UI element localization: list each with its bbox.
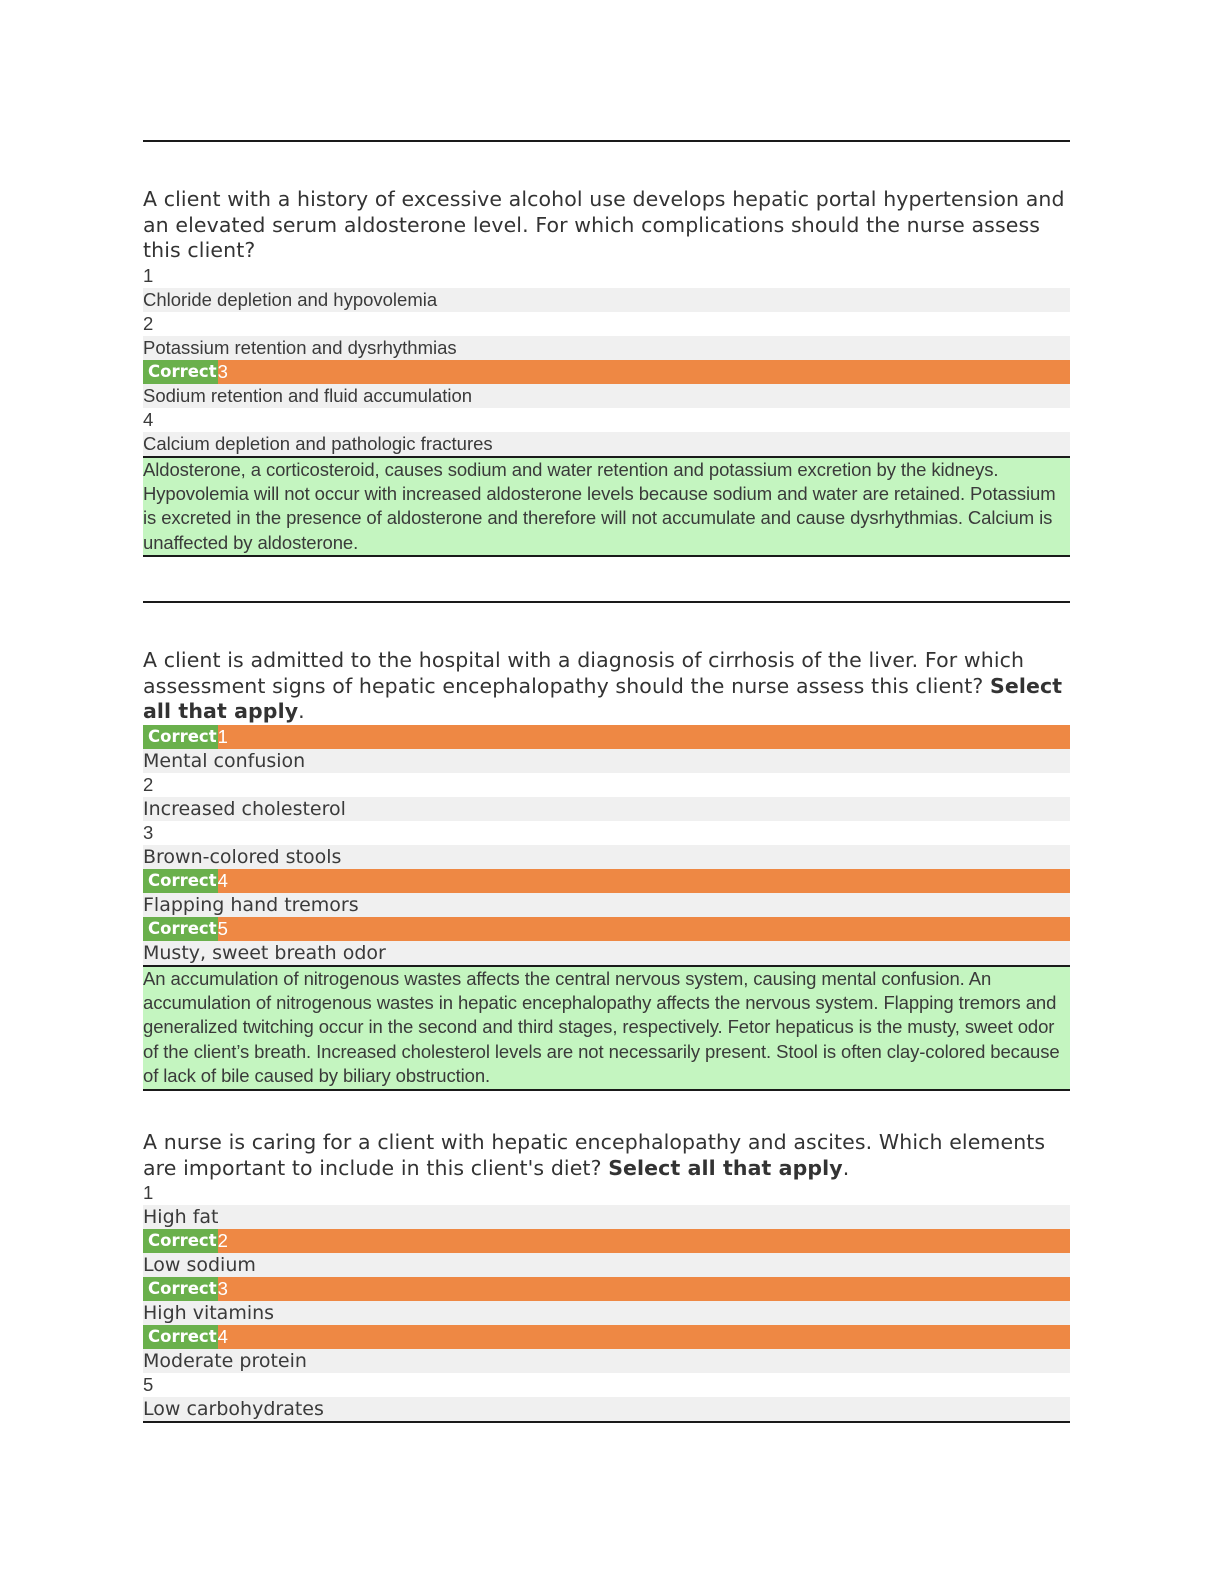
question-text: A client with a history of excessive alcohol use develops hepatic portal hypertension and an elevated serum aldosterone level. For which complications should the nurse assess this client? <box>143 187 1065 262</box>
option-text: Musty, sweet breath odor <box>143 941 1070 965</box>
select-all-emphasis: Select all that apply <box>608 1155 843 1180</box>
option-text: Low carbohydrates <box>143 1397 1070 1421</box>
option-text: Mental confusion <box>143 749 1070 773</box>
correct-option-number: Correct4 <box>143 869 1070 893</box>
question-text: A client is admitted to the hospital with a diagnosis of cirrhosis of the liver. For which assessment signs of hepatic encephalopathy should the nurse assess this client? Select all that apply. <box>143 648 1063 723</box>
option-text: Sodium retention and fluid accumulation <box>143 384 1070 408</box>
option-number: 1 <box>143 264 1070 288</box>
option-number: 1 <box>143 1181 1070 1205</box>
select-all-emphasis: Select all that apply <box>143 673 1063 723</box>
correct-badge: Correct <box>143 725 218 749</box>
correct-badge: Correct <box>143 917 218 941</box>
option-number: 2 <box>143 773 1070 797</box>
correct-option-number: Correct5 <box>143 917 1070 941</box>
correct-option-number: Correct3 <box>143 360 1070 384</box>
correct-option-number: Correct2 <box>143 1229 1070 1253</box>
correct-option-number: Correct1 <box>143 725 1070 749</box>
correct-option-number: Correct4 <box>143 1325 1070 1349</box>
correct-badge: Correct <box>143 1325 218 1349</box>
option-number: 2 <box>143 312 1070 336</box>
option-text: Potassium retention and dysrhythmias <box>143 336 1070 360</box>
option-text: Flapping hand tremors <box>143 893 1070 917</box>
option-number: 4 <box>143 408 1070 432</box>
option-text: Brown-colored stools <box>143 845 1070 869</box>
correct-badge: Correct <box>143 1229 218 1253</box>
question-1 <box>143 187 1070 557</box>
option-text: Low sodium <box>143 1253 1070 1277</box>
options-list <box>143 725 1070 965</box>
option-text: Moderate protein <box>143 1349 1070 1373</box>
option-text: High fat <box>143 1205 1070 1229</box>
section-divider <box>143 140 1070 142</box>
option-text: Calcium depletion and pathologic fractures <box>143 432 1070 456</box>
option-number: 5 <box>143 1373 1070 1397</box>
question-3 <box>143 1130 1070 1423</box>
section-divider <box>143 601 1070 603</box>
option-number: 3 <box>143 821 1070 845</box>
question-2 <box>143 648 1070 1091</box>
option-text: Chloride depletion and hypovolemia <box>143 288 1070 312</box>
option-text: High vitamins <box>143 1301 1070 1325</box>
rationale: Aldosterone, a corticosteroid, causes sodium and water retention and potassium excretion by the kidneys. Hypovolemia will not occur with increased aldosterone levels because sodium and water are retained. Potassium is excreted in the presence of aldosterone and therefore will not accumulate and cause dysrhythmias. Calcium is unaffected by aldosterone. <box>143 456 1070 558</box>
correct-badge: Correct <box>143 360 218 384</box>
options-list <box>143 264 1070 456</box>
correct-badge: Correct <box>143 869 218 893</box>
correct-badge: Correct <box>143 1277 218 1301</box>
question-text: A nurse is caring for a client with hepatic encephalopathy and ascites. Which elements are important to include in this client's diet? Select all that apply. <box>143 1130 1046 1180</box>
options-list <box>143 1181 1070 1423</box>
correct-option-number: Correct3 <box>143 1277 1070 1301</box>
rationale: An accumulation of nitrogenous wastes affects the central nervous system, causing mental confusion. An accumulation of nitrogenous wastes in hepatic encephalopathy affects the nervous system. Flapping tremors and generalized twitching occur in the second and third stages, respectively. Fetor hepaticus is the musty, sweet odor of the client’s breath. Increased cholesterol levels are not necessarily present. Stool is often clay-colored because of lack of bile caused by biliary obstruction. <box>143 965 1070 1091</box>
option-text: Increased cholesterol <box>143 797 1070 821</box>
